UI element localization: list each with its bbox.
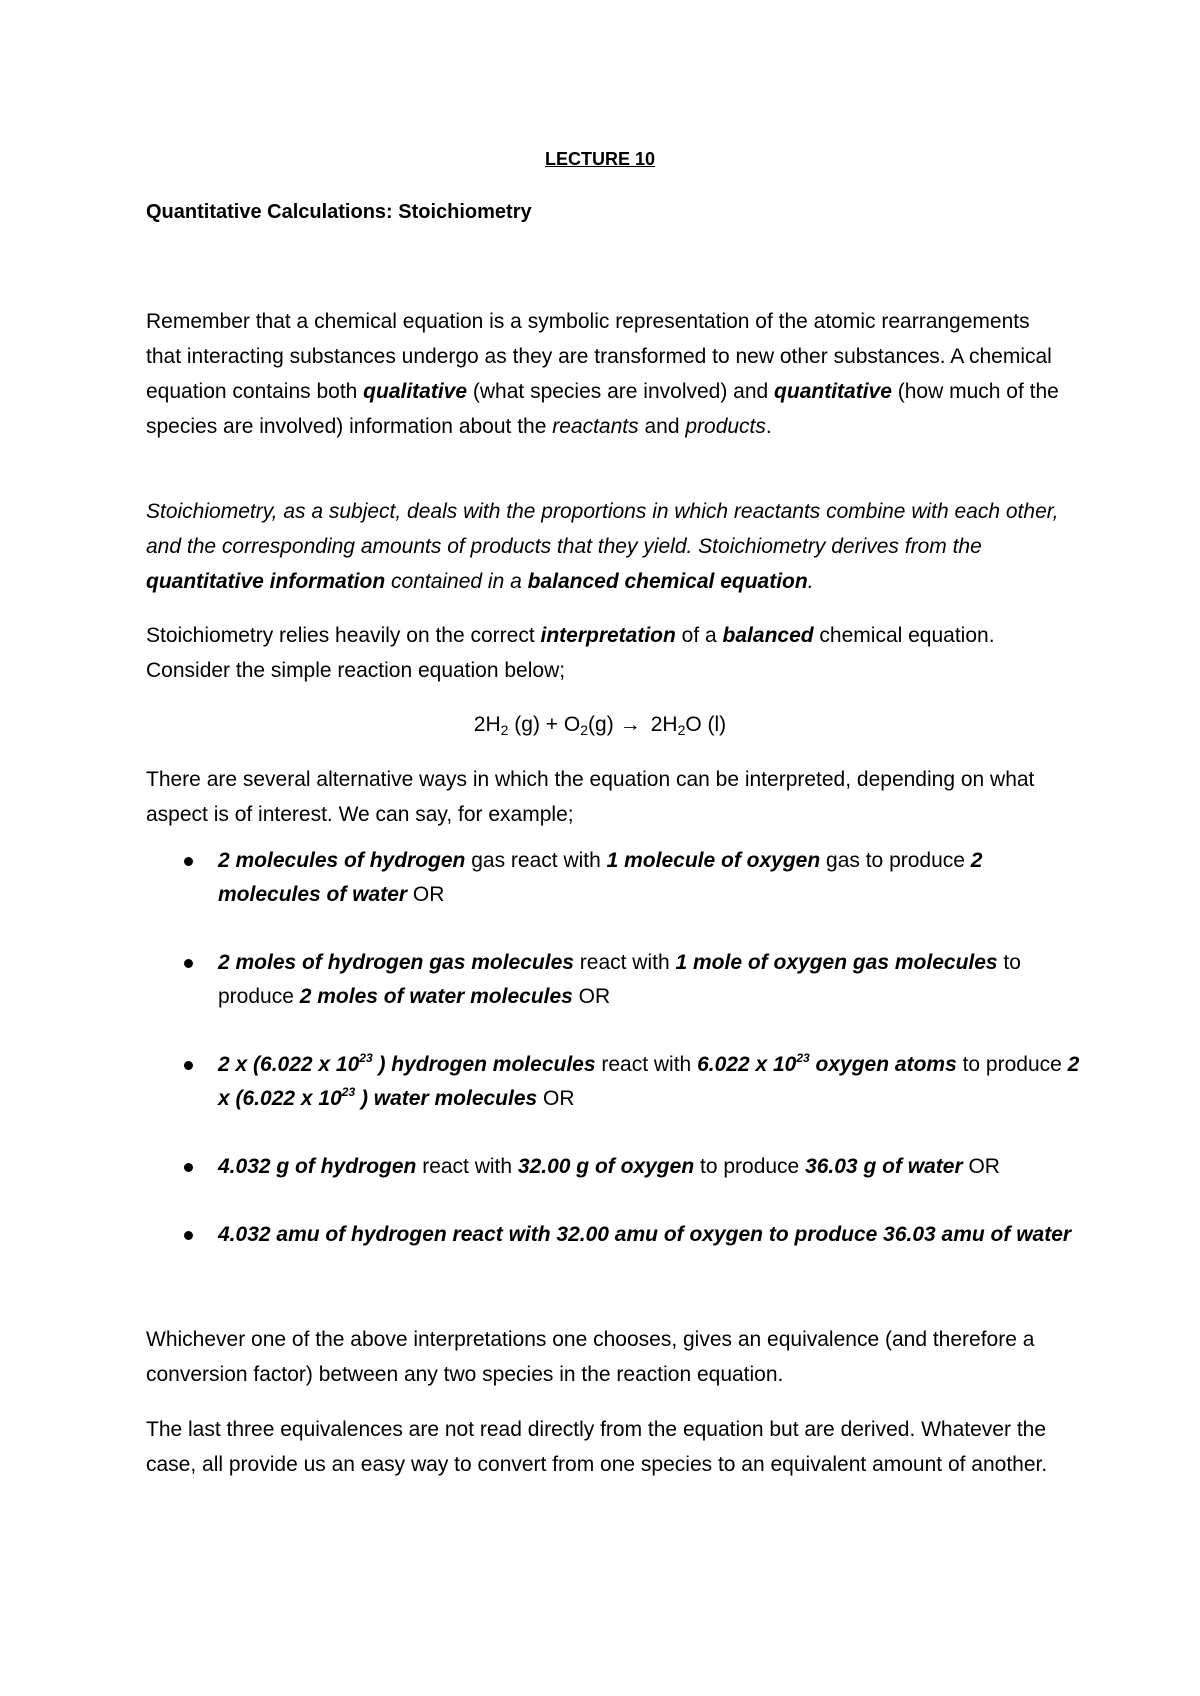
- bullet-icon: [184, 1061, 193, 1070]
- b1-b: gas react with: [465, 849, 607, 872]
- alternatives-paragraph: There are several alternative ways in which the equation can be interpreted, depending on what aspect is of interest. We can say, for example;: [146, 768, 1035, 826]
- b3-a: 2 x (6.022 x 10: [218, 1053, 360, 1076]
- b3-d: to produce: [956, 1053, 1068, 1076]
- reaction-equation: [0, 710, 1200, 740]
- b3-c2: oxygen atoms: [809, 1053, 957, 1076]
- section-title: Quantitative Calculations: Stoichiometry: [146, 201, 532, 223]
- intro-text-2: (what species are involved) and: [467, 380, 775, 403]
- list-item: [146, 946, 1086, 1014]
- eq-sub-2: 2: [580, 722, 589, 738]
- term-balanced-chemical-equation: balanced chemical equation: [527, 570, 808, 593]
- b1-d: gas to produce: [820, 849, 971, 872]
- b4-e: 36.03 g of water: [805, 1155, 963, 1178]
- b2-b: react with: [573, 951, 676, 974]
- last-three-paragraph: The last three equivalences are not read directly from the equation but are derived. Whatever the case, all provide us an easy way to convert from one species to an equivalent amount of another.: [146, 1418, 1048, 1476]
- b1-a: 2 molecules of hydrogen: [218, 849, 466, 872]
- b3-e: 2 x (6.022 x 10: [218, 1053, 1080, 1110]
- intro-text-1: Remember that a chemical equation is a symbolic representation of the atomic rearrangements that interacting substances undergo as they are transformed to new other substances. A chemical equation contains both: [146, 310, 1052, 403]
- intro-text-5: .: [765, 415, 772, 438]
- b3-e2: ) water molecules: [355, 1087, 538, 1110]
- term-quantitative: quantitative: [774, 380, 892, 403]
- reliance-text-3: chemical equation. Consider the simple reaction equation below;: [146, 624, 995, 682]
- term-reactants: reactants: [552, 415, 639, 438]
- bullet-icon: [184, 1231, 193, 1240]
- b2-d: to produce: [218, 951, 1021, 1008]
- bullet-icon: [184, 857, 193, 866]
- b3-a-exponent: 23: [359, 1051, 373, 1065]
- bullet-icon: [184, 1163, 193, 1172]
- b2-c: 1 mole of oxygen gas molecules: [675, 951, 998, 974]
- b5-text: 4.032 amu of hydrogen react with 32.00 amu of oxygen to produce 36.03 amu of water: [218, 1223, 1072, 1246]
- b4-d: to produce: [694, 1155, 806, 1178]
- list-item: [146, 844, 1086, 912]
- right-arrow-icon: →: [619, 713, 641, 736]
- b3-e-exponent: 23: [341, 1085, 356, 1099]
- b2-f: OR: [572, 985, 611, 1008]
- term-products: products: [685, 415, 766, 438]
- eq-part-2: (g) + O: [508, 713, 581, 736]
- eq-sub-3: 2: [677, 722, 686, 738]
- list-item: [146, 1048, 1086, 1116]
- definition-text-2: contained in a: [385, 570, 528, 593]
- intro-paragraph: [146, 304, 1066, 444]
- intro-text-3: (how much of the species are involved) information about the: [146, 380, 1059, 438]
- definition-paragraph: [146, 494, 1066, 599]
- b1-e: 2 molecules of water: [218, 849, 983, 906]
- eq-part-4: 2H: [650, 713, 678, 736]
- term-interpretation: interpretation: [540, 624, 676, 647]
- reliance-paragraph: [146, 618, 1066, 688]
- intro-text-4: and: [638, 415, 686, 438]
- whichever-paragraph: Whichever one of the above interpretations one chooses, gives an equivalence (and therefore a conversion factor) between any two species in the reaction equation.: [146, 1328, 1035, 1386]
- b1-c: 1 molecule of oxygen: [606, 849, 821, 872]
- b4-a: 4.032 g of hydrogen: [218, 1155, 417, 1178]
- b2-a: 2 moles of hydrogen gas molecules: [218, 951, 574, 974]
- definition-text-1: Stoichiometry, as a subject, deals with the proportions in which reactants combine with each other, and the corresponding amounts of products that they yield. Stoichiometry derives from the: [146, 500, 1059, 558]
- list-item: [146, 1150, 1086, 1184]
- eq-sub-1: 2: [500, 722, 509, 738]
- b4-f: OR: [962, 1155, 1000, 1178]
- lecture-heading: LECTURE 10: [544, 149, 656, 169]
- b3-c: 6.022 x 10: [697, 1053, 797, 1076]
- term-qualitative: qualitative: [363, 380, 468, 403]
- list-item: [146, 1218, 1086, 1252]
- eq-part-3: (g): [588, 713, 614, 736]
- reliance-text-2: of a: [675, 624, 723, 647]
- b3-f: OR: [537, 1087, 575, 1110]
- term-balanced: balanced: [722, 624, 814, 647]
- b3-c-exponent: 23: [796, 1051, 810, 1065]
- definition-text-3: .: [807, 570, 814, 593]
- b4-b: react with: [416, 1155, 518, 1178]
- b1-f: OR: [407, 883, 445, 906]
- interpretations-list: [146, 844, 1086, 1252]
- reliance-text-1: Stoichiometry relies heavily on the correct: [146, 624, 541, 647]
- b2-e: 2 moles of water molecules: [299, 985, 573, 1008]
- eq-part-5: O (l): [685, 713, 727, 736]
- b4-c: 32.00 g of oxygen: [517, 1155, 695, 1178]
- term-quantitative-information: quantitative information: [146, 570, 386, 593]
- b3-b: react with: [595, 1053, 698, 1076]
- eq-part-1: 2H: [473, 713, 501, 736]
- bullet-icon: [184, 959, 193, 968]
- b3-a2: ) hydrogen molecules: [372, 1053, 596, 1076]
